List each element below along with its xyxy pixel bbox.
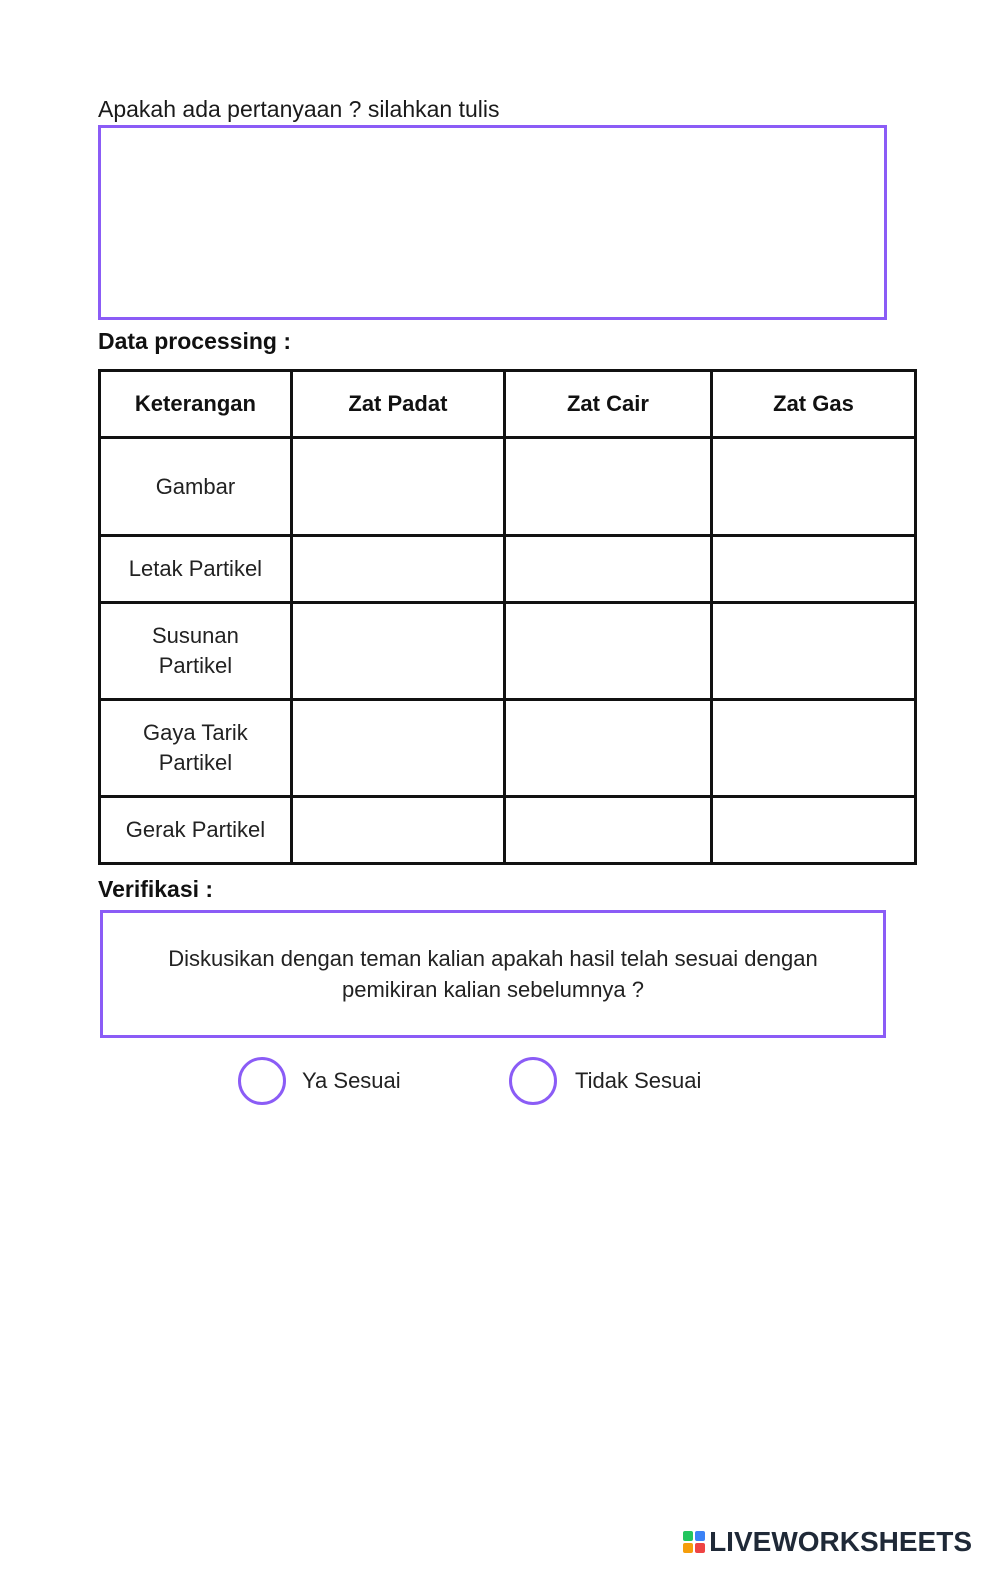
answer-cell[interactable] (504, 536, 711, 603)
radio-label-tidak-sesuai: Tidak Sesuai (575, 1068, 702, 1093)
row-label-gerak-partikel: Gerak Partikel (100, 797, 292, 864)
header-zat-gas: Zat Gas (711, 371, 915, 438)
table-row (100, 700, 916, 797)
question-textarea[interactable] (101, 128, 884, 317)
data-processing-table (98, 369, 917, 865)
question-label: Apakah ada pertanyaan ? silahkan tulis (98, 96, 500, 122)
radio-label-ya-sesuai: Ya Sesuai (302, 1068, 401, 1093)
answer-cell[interactable] (711, 536, 915, 603)
radio-tidak-sesuai[interactable] (509, 1057, 557, 1105)
radio-ya-sesuai[interactable] (238, 1057, 286, 1105)
answer-cell[interactable] (711, 438, 915, 536)
answer-cell[interactable] (504, 438, 711, 536)
header-keterangan: Keterangan (100, 371, 292, 438)
table-row (100, 797, 916, 864)
header-zat-cair: Zat Cair (504, 371, 711, 438)
verification-title: Verifikasi : (98, 876, 214, 902)
liveworksheets-logo (683, 1526, 972, 1558)
liveworksheets-logo-icon (683, 1531, 705, 1553)
answer-cell[interactable] (711, 700, 915, 797)
answer-cell[interactable] (291, 603, 504, 700)
answer-cell[interactable] (504, 603, 711, 700)
row-label-letak-partikel: Letak Partikel (100, 536, 292, 603)
table-header-row (100, 371, 916, 438)
row-label-susunan-partikel: Susunan Partikel (100, 603, 292, 700)
answer-cell[interactable] (291, 438, 504, 536)
table-row (100, 536, 916, 603)
data-processing-title: Data processing : (98, 328, 291, 354)
answer-cell[interactable] (291, 700, 504, 797)
question-input-box[interactable] (98, 125, 887, 320)
row-label-gaya-tarik-partikel: Gaya Tarik Partikel (100, 700, 292, 797)
answer-cell[interactable] (711, 797, 915, 864)
header-zat-padat: Zat Padat (291, 371, 504, 438)
table-row (100, 438, 916, 536)
table-row (100, 603, 916, 700)
row-label-gambar: Gambar (100, 438, 292, 536)
answer-cell[interactable] (504, 797, 711, 864)
logo-text: LIVEWORKSHEETS (709, 1526, 972, 1557)
answer-cell[interactable] (291, 536, 504, 603)
verification-prompt: Diskusikan dengan teman kalian apakah hasil telah sesuai dengan pemikiran kalian sebelumnya ? (168, 946, 818, 1002)
answer-cell[interactable] (291, 797, 504, 864)
answer-cell[interactable] (711, 603, 915, 700)
answer-cell[interactable] (504, 700, 711, 797)
verification-prompt-box (100, 910, 886, 1038)
